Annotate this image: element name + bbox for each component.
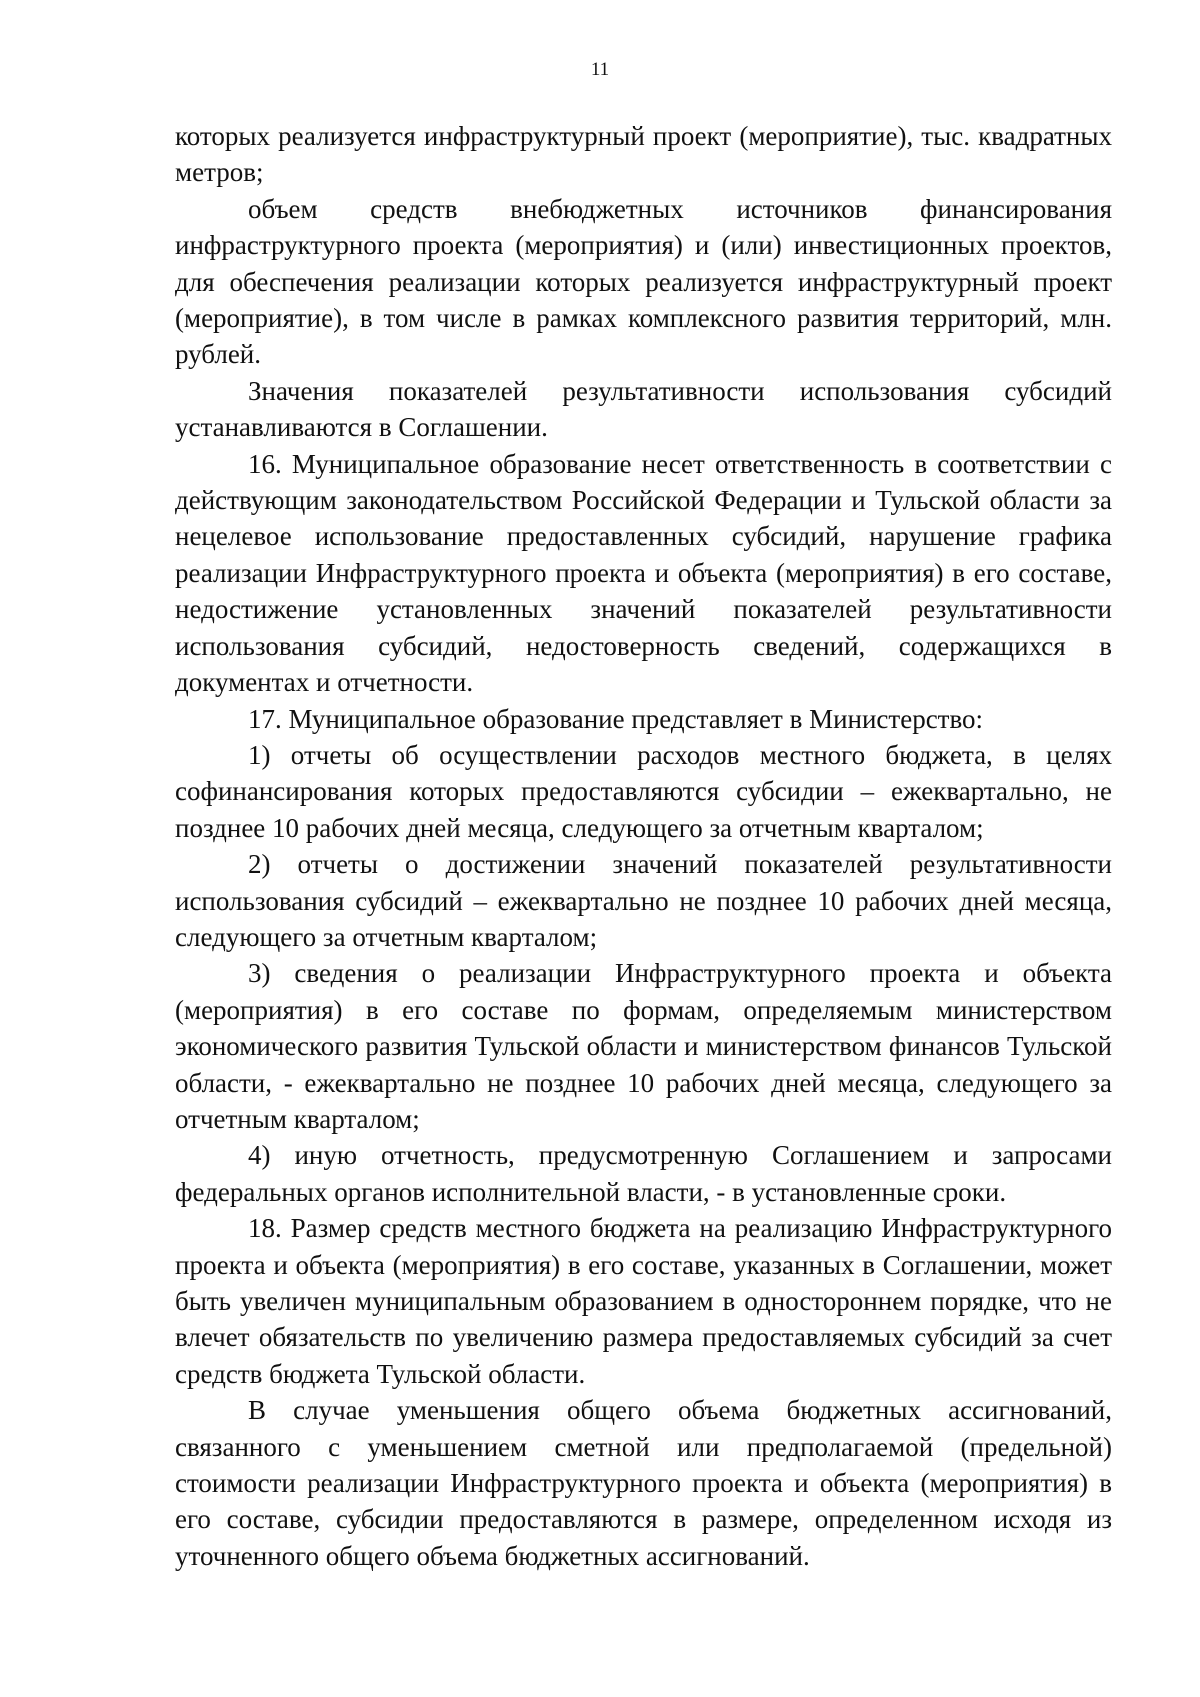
paragraph-clause-17-item-2: 2) отчеты о достижении значений показателей результативности использования субсидий – ежеквартально не позднее 10 рабочих дней месяца, следующего за отчетным кварталом;: [175, 849, 1112, 952]
document-body: [175, 118, 1112, 1574]
paragraph-clause-17-item-4: 4) иную отчетность, предусмотренную Соглашением и запросами федеральных органов исполнительной власти, - в установленные сроки.: [175, 1140, 1112, 1207]
paragraph-budget-reduction: В случае уменьшения общего объема бюджетных ассигнований, связанного с уменьшением сметной или предполагаемой (предельной) стоимости реализации Инфраструктурного проекта и объекта (мероприятия) в его составе, субсидии предоставляются в размере, определенном исходя из уточненного общего объема бюджетных ассигнований.: [175, 1395, 1112, 1571]
paragraph-extrabudgetary-funds: объем средств внебюджетных источников финансирования инфраструктурного проекта (мероприятия) и (или) инвестиционных проектов, для обеспечения реализации которых реализуется инфраструктурный проект (мероприятие), в том числе в рамках комплексного развития территорий, млн. рублей.: [175, 193, 1112, 370]
paragraph-clause-17-item-3: 3) сведения о реализации Инфраструктурного проекта и объекта (мероприятия) в его составе по формам, определяемым министерством экономического развития Тульской области и министерством финансов Тульской области, - ежеквартально не позднее 10 рабочих дней месяца, следующего за отчетным кварталом;: [175, 958, 1112, 1134]
paragraph-continuation: которых реализуется инфраструктурный проект (мероприятие), тыс. квадратных метров;: [175, 121, 1112, 188]
paragraph-clause-17-item-1: 1) отчеты об осуществлении расходов местного бюджета, в целях софинансирования которых предоставляются субсидии – ежеквартально, не позднее 10 рабочих дней месяца, следующего за отчетным кварталом;: [175, 739, 1112, 843]
paragraph-clause-16: 16. Муниципальное образование несет ответственность в соответствии с действующим законодательством Российской Федерации и Тульской области за нецелевое использование предоставленных субсидий, нарушение графика реализации Инфраструктурного проекта и объекта (мероприятия) в его составе, недостижение установленных значений показателей результативности использования субсидий, недостоверность сведений, содержащихся в документах и отчетности.: [175, 448, 1112, 698]
paragraph-indicator-values: Значения показателей результативности использования субсидий устанавливаются в Соглашении.: [175, 375, 1112, 443]
paragraph-clause-17: 17. Муниципальное образование представляет в Министерство:: [248, 703, 984, 734]
page-number: 11: [590, 59, 610, 80]
paragraph-clause-18: 18. Размер средств местного бюджета на реализацию Инфраструктурного проекта и объекта (мероприятия) в его составе, указанных в Соглашении, может быть увеличен муниципальным образованием в одностороннем порядке, что не влечет обязательств по увеличению размера предоставляемых субсидий за счет средств бюджета Тульской области.: [175, 1213, 1112, 1389]
